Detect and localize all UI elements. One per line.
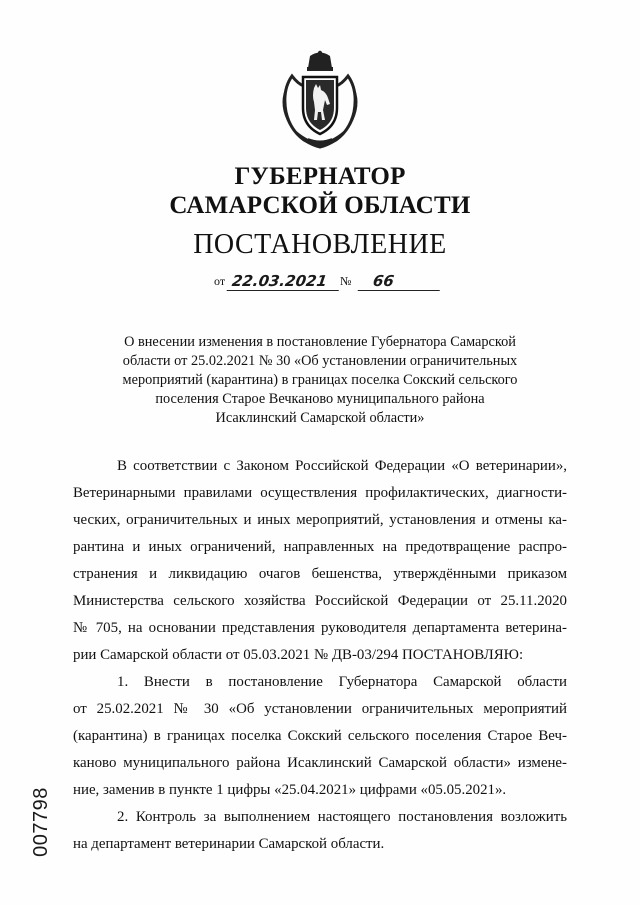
item1-line: (карантина) в границах поселка Сокский сельского поселения Старое Веч- — [73, 728, 567, 744]
preamble-line: рии Самарской области от 05.03.2021 № ДВ-03/294 ПОСТАНОВЛЯЮ: — [73, 647, 524, 663]
subject-line: поселения Старое Вечканово муниципального района — [155, 391, 485, 407]
date-number-line — [214, 272, 434, 294]
item1-line: от 25.02.2021 № 30 «Об установлении ограничительных мероприятий — [73, 701, 567, 717]
date-label: от — [214, 274, 226, 288]
preamble-line: ческих, ограничительных и иных мероприятий, установления и отмены ка- — [73, 512, 567, 528]
subject-line: О внесении изменения в постановление Губернатора Самарской — [124, 334, 516, 350]
preamble-line: В соответствии с Законом Российской Федерации «О ветеринарии», — [117, 458, 567, 474]
number-label: № — [340, 274, 352, 288]
item2-line: на департамент ветеринарии Самарской области. — [73, 836, 385, 852]
registration-code: 007798 — [30, 787, 52, 857]
item1-line: каново муниципального района Исаклинский Самарской области» измене- — [73, 755, 567, 771]
document-body — [73, 453, 567, 858]
date-value: 22.03.2021 — [227, 272, 342, 291]
issuer-name-line1: ГУБЕРНАТОР — [234, 163, 406, 190]
item2-line: 2. Контроль за выполнением настоящего постановления возложить — [117, 809, 567, 825]
subject-line: области от 25.02.2021 № 30 «Об установлении ограничительных — [122, 353, 518, 369]
preamble-line: № 705, на основании представления руководителя департамента ветерина- — [73, 620, 567, 636]
number-value: 66 — [358, 272, 443, 291]
preamble-line: рантина и иных ограничений, направленных на предотвращение распро- — [73, 539, 567, 555]
samara-region-coat-of-arms-icon — [272, 50, 368, 150]
subject-line: Исаклинский Самарской области» — [215, 410, 425, 426]
preamble-line: странения и ликвидацию очагов бешенства, утверждёнными приказом — [73, 566, 567, 582]
preamble-line: Ветеринарными правилами осуществления профилактических, диагности- — [73, 485, 567, 501]
issuer-name-line2: САМАРСКОЙ ОБЛАСТИ — [169, 192, 471, 219]
document-type-title: ПОСТАНОВЛЕНИЕ — [193, 229, 447, 260]
item1-line: 1. Внести в постановление Губернатора Самарской области — [117, 674, 567, 690]
subject-line: мероприятий (карантина) в границах поселка Сокский сельского — [122, 372, 518, 388]
document-subject — [100, 333, 540, 428]
preamble-line: Министерства сельского хозяйства Российской Федерации от 25.11.2020 — [73, 593, 567, 609]
item1-line: ние, заменив в пункте 1 цифры «25.04.2021» цифрами «05.05.2021». — [73, 782, 507, 798]
